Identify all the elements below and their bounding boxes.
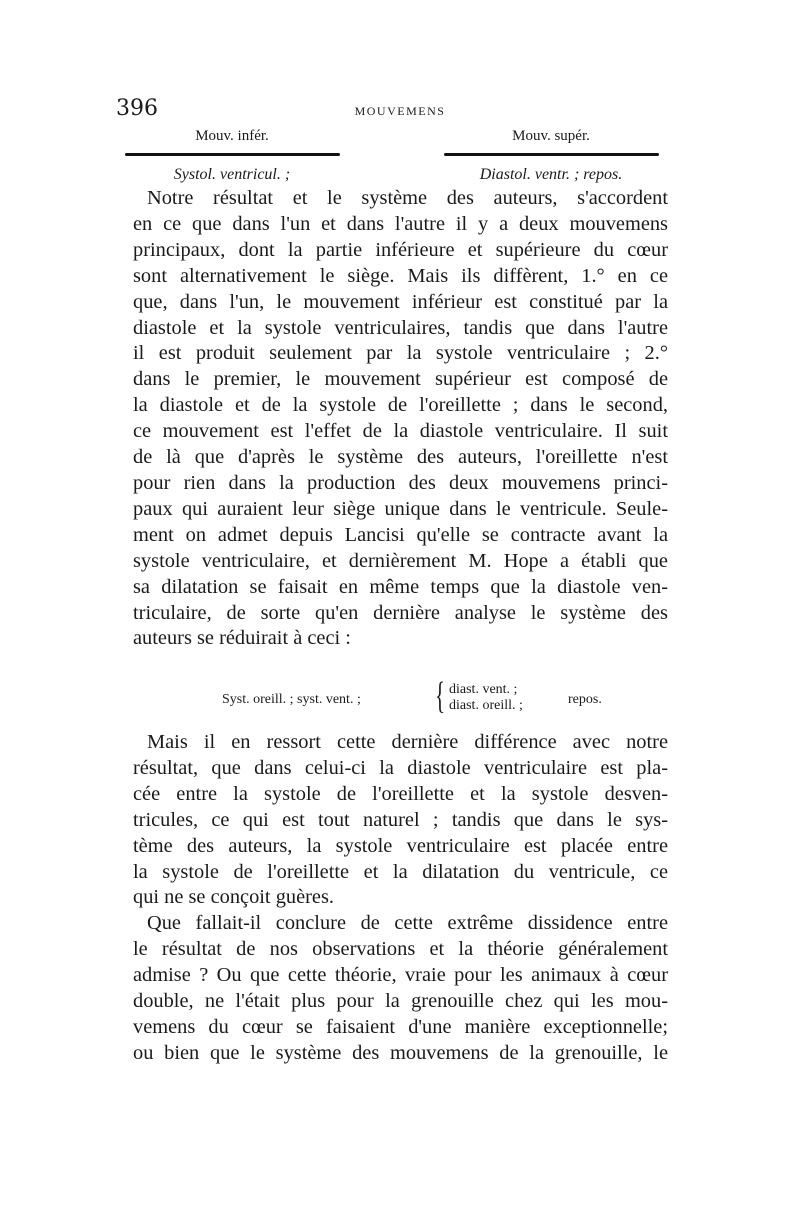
text-line: vemens du cœur se faisaient d'une manière exceptionnelle; bbox=[133, 1015, 668, 1038]
text-line: principaux, dont la partie inférieure et supérieure du cœur bbox=[133, 238, 668, 261]
formula-stack-top: diast. vent. ; bbox=[449, 682, 518, 697]
text-line: tricules, ce qui est tout naturel ; tandis que dans le sys- bbox=[133, 808, 668, 831]
header-right-subtitle: Diastol. ventr. ; repos. bbox=[479, 166, 623, 183]
text-line: diastole et la systole ventriculaires, tandis que dans l'autre bbox=[133, 316, 668, 339]
sequence-formula bbox=[222, 675, 662, 726]
text-line: admise ? Ou que cette théorie, vraie pour les animaux à cœur bbox=[133, 964, 668, 987]
text-line: Mais il en ressort cette dernière différence avec notre bbox=[147, 731, 668, 753]
formula-stack bbox=[449, 682, 523, 714]
text-line: Que fallait-il conclure de cette extrême dissidence entre bbox=[147, 912, 668, 935]
text-line: triculaire, de sorte qu'en dernière analyse le système des bbox=[133, 601, 668, 624]
text-line: en ce que dans l'un et dans l'autre il y a deux mouvemens bbox=[133, 212, 668, 235]
text-line: cée entre la systole de l'oreillette et la systole desven- bbox=[133, 782, 668, 805]
text-line: Notre résultat et le système des auteurs, s'accordent bbox=[147, 187, 668, 209]
header-left-title: Mouv. infér. bbox=[195, 128, 269, 144]
text-line: sont alternativement le siège. Mais ils diffèrent, 1.° en ce bbox=[133, 264, 668, 287]
paragraphs-2-3 bbox=[133, 730, 668, 1067]
text-line: résultat, que dans celui-ci la diastole ventriculaire est pla- bbox=[133, 756, 668, 779]
header-left-column bbox=[122, 126, 342, 184]
header-right-rule bbox=[444, 153, 659, 156]
header-right-column bbox=[441, 126, 661, 184]
page-number: 396 bbox=[116, 96, 158, 121]
paragraph-1 bbox=[133, 186, 668, 652]
text-line: que, dans l'un, le mouvement inférieur est constitué par la bbox=[133, 290, 668, 313]
formula-stack-bottom: diast. oreill. ; bbox=[449, 698, 523, 713]
text-line: ment on admet depuis Lancisi qu'elle se contracte avant la bbox=[133, 523, 668, 546]
formula-right: repos. bbox=[568, 692, 602, 707]
text-line: ou bien que le système des mouvemens de la grenouille, le bbox=[133, 1041, 668, 1064]
running-head: MOUVEMENS bbox=[354, 104, 446, 118]
text-line: sa dilatation se faisait en même temps que la diastole ven- bbox=[133, 575, 668, 598]
text-line: tème des auteurs, la systole ventriculaire est placée entre bbox=[133, 834, 668, 857]
formula-left: Syst. oreill. ; syst. vent. ; bbox=[222, 692, 361, 707]
formula-brace: { bbox=[435, 675, 446, 717]
text-line: double, ne l'était plus pour la grenouille chez qui les mou- bbox=[133, 990, 668, 1013]
text-line: la systole de l'oreillette et la dilatation du ventricule, ce bbox=[133, 860, 668, 883]
header-left-rule bbox=[125, 153, 340, 156]
text-line: qui ne se conçoit guères. bbox=[133, 886, 335, 909]
text-line: systole ventriculaire, et dernièrement M. Hope a établi que bbox=[133, 549, 668, 572]
text-line: le résultat de nos observations et la théorie généralement bbox=[133, 938, 668, 961]
movement-header-table bbox=[112, 126, 667, 190]
text-line: ce mouvement est l'effet de la diastole ventriculaire. Il suit bbox=[133, 420, 668, 443]
header-left-subtitle: Systol. ventricul. ; bbox=[173, 166, 291, 183]
text-line: de là que d'après le système des auteurs, l'oreillette n'est bbox=[133, 446, 668, 469]
text-line: dans le premier, le mouvement supérieur est composé de bbox=[133, 368, 668, 391]
header-right-title: Mouv. supér. bbox=[512, 128, 590, 144]
text-line: auteurs se réduirait à ceci : bbox=[133, 627, 351, 650]
text-line: il est produit seulement par la systole ventriculaire ; 2.° bbox=[133, 342, 668, 365]
text-line: la diastole et de la systole de l'oreillette ; dans le second, bbox=[133, 394, 668, 417]
text-line: paux qui auraient leur siège unique dans le ventricule. Seule- bbox=[133, 497, 668, 520]
text-line: pour rien dans la production des deux mouvemens princi- bbox=[133, 471, 668, 494]
